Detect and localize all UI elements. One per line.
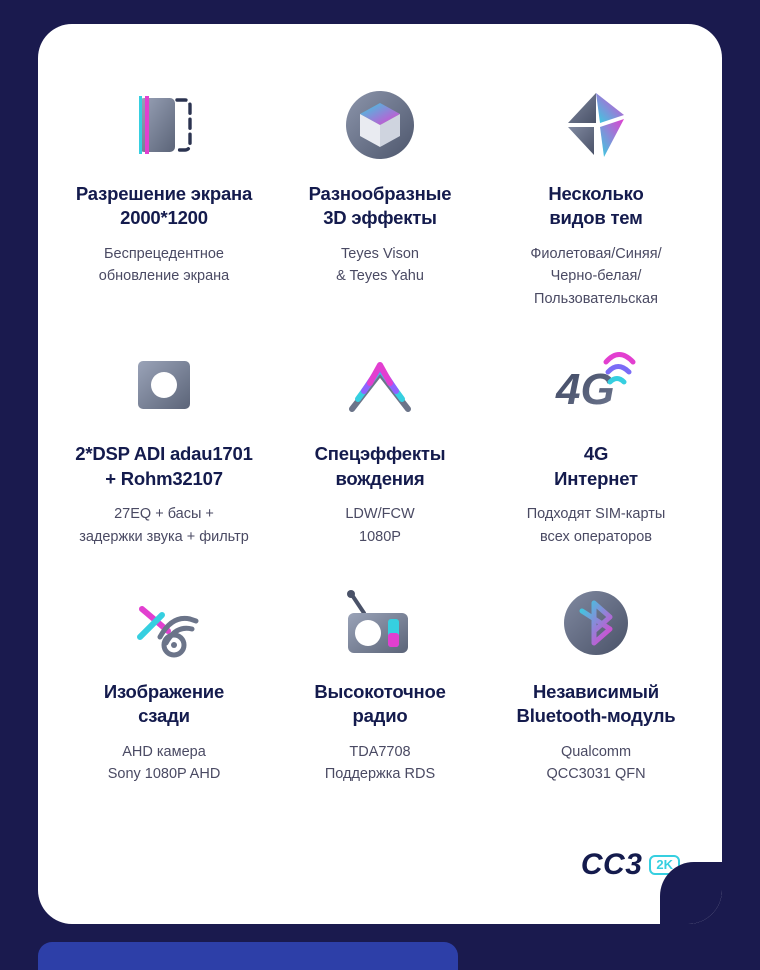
feature-item [272, 330, 488, 548]
feature-title: Разрешение экрана 2000*1200 [75, 183, 253, 229]
feature-item [488, 568, 704, 786]
feature-card [38, 24, 722, 924]
feature-description: 27EQ + басы + задержки звука + фильтр [79, 506, 249, 545]
bottom-strip [38, 942, 458, 970]
feature-item [56, 330, 272, 548]
feature-title: Независимый Bluetooth-модуль [516, 680, 676, 727]
feature-item [56, 568, 272, 786]
feature-description: Фиолетовая/Синяя/ Черно-белая/ Пользовательская [530, 245, 662, 307]
brand-logo-badge: 2K [649, 855, 680, 875]
feature-description: Беспрецедентное обновление экрана [98, 245, 230, 285]
feature-item [56, 70, 272, 310]
feature-item [272, 568, 488, 786]
feature-description: Qualcomm QCC3031 QFN [546, 743, 646, 783]
card-corner-cut [660, 862, 722, 924]
driving-effects-icon [334, 330, 426, 440]
themes-icon [556, 70, 636, 180]
feature-description: AHD камера Sony 1080P AHD [107, 743, 221, 783]
feature-item [488, 70, 704, 310]
feature-title: 4G Интернет [554, 443, 638, 489]
feature-description: TDA7708 Поддержка RDS [324, 743, 436, 783]
feature-description: LDW/FCW 1080P [345, 506, 415, 545]
svg-text:4G: 4G [556, 365, 615, 415]
radio-icon [334, 568, 426, 678]
brand-logo-text: CC3 [580, 848, 643, 881]
feature-item [272, 70, 488, 310]
feature-grid [38, 24, 722, 786]
feature-title: 2*DSP ADI adau1701 + Rohm32107 [75, 443, 253, 489]
bluetooth-icon [556, 568, 636, 678]
3d-cube-icon [340, 70, 420, 180]
screen-resolution-icon [125, 70, 203, 180]
dsp-chip-icon [122, 330, 206, 440]
feature-description: Подходят SIM-карты всех операторов [526, 506, 666, 545]
feature-title: Спецэффекты вождения [314, 443, 446, 489]
feature-title: Несколько видов тем [548, 183, 644, 229]
4g-signal-icon [548, 330, 644, 440]
feature-title: Разнообразные 3D эффекты [308, 183, 452, 229]
feature-description: Teyes Vison & Teyes Yahu [336, 245, 424, 285]
feature-item [488, 330, 704, 548]
rear-camera-icon [116, 568, 212, 678]
feature-title: Изображение сзади [103, 680, 225, 727]
feature-title: Высокоточное радио [314, 680, 446, 727]
